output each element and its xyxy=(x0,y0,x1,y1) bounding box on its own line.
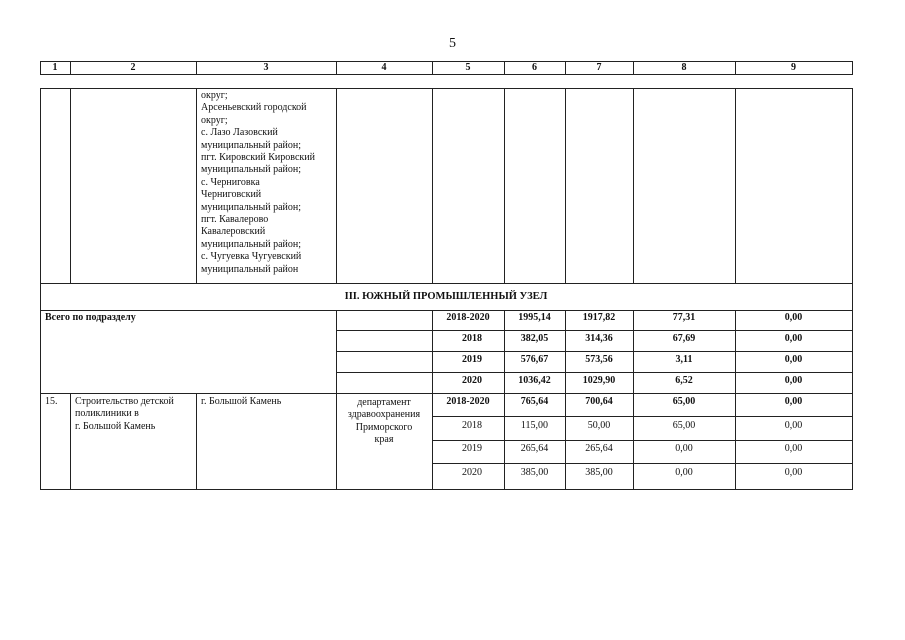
value-cell: 573,56 xyxy=(585,354,613,365)
location-line: округ; xyxy=(201,114,228,126)
page-number: 5 xyxy=(449,36,456,51)
column-number: 5 xyxy=(465,62,471,73)
value-cell: 6,52 xyxy=(675,375,693,386)
item-location: г. Большой Камень xyxy=(201,396,282,407)
cell-divider xyxy=(432,88,433,284)
column-number: 3 xyxy=(263,62,269,73)
value-cell: 265,64 xyxy=(585,443,613,454)
period-cell: 2019 xyxy=(462,443,482,454)
cell-divider xyxy=(735,88,736,284)
location-line: округ; xyxy=(201,90,228,101)
cell-divider xyxy=(336,88,337,284)
column-number: 2 xyxy=(130,62,136,73)
row-border xyxy=(432,463,853,464)
item-name-line: Строительство детской xyxy=(75,396,174,407)
column-number: 9 xyxy=(791,62,796,73)
responsible-line: здравоохранения xyxy=(347,409,421,421)
location-line: муниципальный район; xyxy=(201,164,302,176)
value-cell: 0,00 xyxy=(784,420,803,431)
value-cell: 265,64 xyxy=(520,443,549,454)
value-cell: 382,05 xyxy=(520,333,549,344)
value-cell: 0,00 xyxy=(784,467,803,478)
responsible-line: края xyxy=(374,434,394,446)
cell-divider xyxy=(40,310,41,394)
value-cell: 385,00 xyxy=(585,467,613,478)
column-number: 4 xyxy=(381,62,387,73)
column-number: 1 xyxy=(52,62,58,73)
item-top-border xyxy=(40,393,852,394)
value-cell: 65,00 xyxy=(672,396,696,407)
value-cell: 1029,90 xyxy=(582,375,616,386)
responsible-line: департамент xyxy=(357,397,411,408)
value-cell: 576,67 xyxy=(520,354,549,365)
total-top-border xyxy=(40,310,852,311)
value-cell: 0,00 xyxy=(784,396,803,407)
location-line: с. Лазо Лазовский xyxy=(201,127,278,139)
value-cell: 0,00 xyxy=(675,443,693,454)
value-cell: 50,00 xyxy=(587,420,611,431)
value-cell: 1995,14 xyxy=(518,312,551,323)
value-cell: 77,31 xyxy=(672,312,696,323)
item-name-line: г. Большой Камень xyxy=(75,420,156,432)
row-top-border xyxy=(40,88,852,89)
cell-divider xyxy=(504,88,505,284)
cell-divider xyxy=(40,393,41,490)
value-cell: 0,00 xyxy=(784,354,803,365)
location-line: Черниговский xyxy=(201,189,262,201)
section-title: III. ЮЖНЫЙ ПРОМЫШЛЕННЫЙ УЗЕЛ xyxy=(344,291,548,302)
period-cell: 2020 xyxy=(462,375,482,386)
location-line: пгт. Кавалерово xyxy=(201,214,269,225)
value-cell: 67,69 xyxy=(672,333,696,344)
cell-divider xyxy=(852,393,853,490)
row-border xyxy=(336,330,853,331)
period-cell: 2018-2020 xyxy=(446,396,490,407)
item-number: 15. xyxy=(45,396,58,407)
location-line: с. Черниговка xyxy=(201,176,260,188)
item-bottom-border xyxy=(40,489,852,490)
location-line: муниципальный район; xyxy=(201,238,302,250)
period-cell: 2018 xyxy=(462,420,482,431)
value-cell: 3,11 xyxy=(675,354,693,365)
location-line: Арсеньевский городской xyxy=(201,102,307,114)
period-cell: 2019 xyxy=(462,354,482,365)
row-border xyxy=(336,372,853,373)
location-line: с. Чугуевка Чугуевский xyxy=(201,251,302,263)
cell-divider xyxy=(852,310,853,394)
value-cell: 0,00 xyxy=(675,467,693,478)
cell-divider xyxy=(40,88,41,284)
value-cell: 700,64 xyxy=(585,396,613,407)
item-name-line: поликлиники в xyxy=(75,408,139,420)
value-cell: 0,00 xyxy=(784,333,803,344)
period-cell: 2018-2020 xyxy=(446,312,490,323)
column-number: 8 xyxy=(681,62,687,73)
value-cell: 0,00 xyxy=(784,443,803,454)
header-divider xyxy=(852,61,853,75)
row-border xyxy=(336,351,853,352)
value-cell: 314,36 xyxy=(585,333,613,344)
value-cell: 1917,82 xyxy=(582,312,616,323)
cell-divider xyxy=(336,310,337,394)
value-cell: 115,00 xyxy=(520,420,549,431)
column-number: 7 xyxy=(596,62,602,73)
location-line: муниципальный район; xyxy=(201,201,302,213)
value-cell: 1036,42 xyxy=(518,375,551,386)
value-cell: 65,00 xyxy=(672,420,696,431)
row-border xyxy=(432,440,853,441)
value-cell: 385,00 xyxy=(520,467,549,478)
value-cell: 0,00 xyxy=(784,375,803,386)
cell-divider xyxy=(70,88,71,284)
cell-divider xyxy=(852,283,853,311)
period-cell: 2018 xyxy=(462,333,482,344)
cell-divider xyxy=(196,393,197,490)
location-line: Кавалеровский xyxy=(201,226,266,238)
total-label: Всего по подразделу xyxy=(45,312,136,323)
cell-divider xyxy=(565,88,566,284)
cell-divider xyxy=(70,393,71,490)
period-cell: 2020 xyxy=(462,467,482,478)
cell-divider xyxy=(852,88,853,284)
responsible-line: Приморского xyxy=(355,421,413,433)
cell-divider xyxy=(633,88,634,284)
location-line: муниципальный район xyxy=(201,263,299,275)
location-line: пгт. Кировский Кировский xyxy=(201,152,315,163)
location-line: муниципальный район; xyxy=(201,139,302,151)
column-number: 6 xyxy=(532,62,537,73)
cell-divider xyxy=(196,88,197,284)
row-border xyxy=(432,416,853,417)
value-cell: 0,00 xyxy=(784,312,803,323)
row-bottom-border xyxy=(40,283,852,284)
value-cell: 765,64 xyxy=(520,396,549,407)
